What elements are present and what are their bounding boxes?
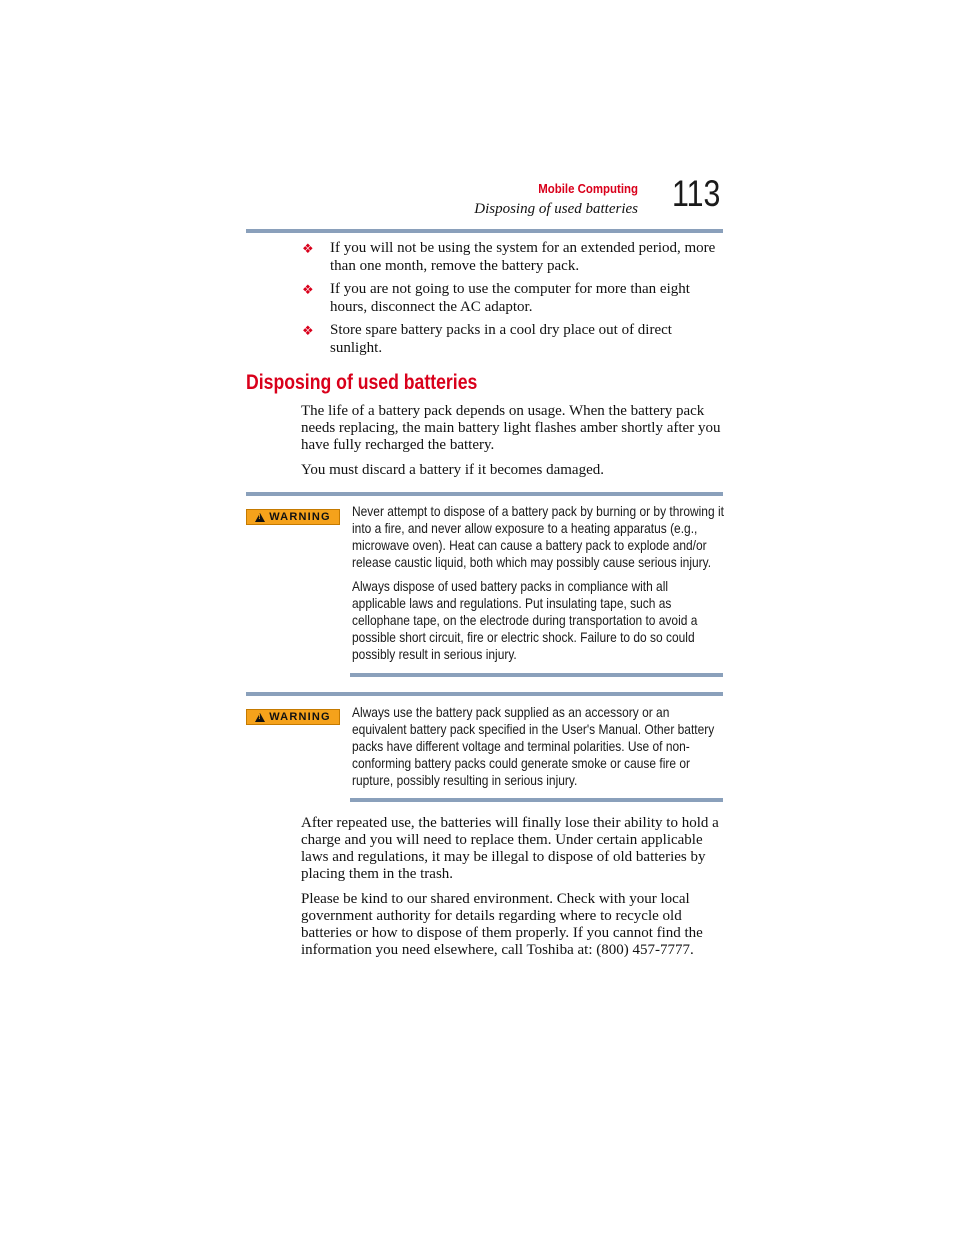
diamond-bullet-icon: ❖ (302, 282, 314, 297)
closing-paragraph: After repeated use, the batteries will finally lose their ability to hold a charge and you will need to replace them. Under certain applicable laws and regulations, it may be illegal to dispose of old batteries by placing them in the trash. (301, 815, 719, 882)
warning-top-rule (246, 492, 723, 496)
running-header-subsection: Disposing of used batteries (474, 201, 638, 217)
warning-badge (246, 709, 340, 725)
warning-badge (246, 509, 340, 525)
warning-bottom-rule (350, 798, 723, 802)
warning-triangle-icon: ! (255, 513, 265, 522)
warning-paragraph: Never attempt to dispose of a battery pack by burning or by throwing it into a fire, and never allow exposure to a heating apparatus (e.g., microwave oven). Heat can cause a battery pack to explode and/or release caustic liquid, both which may possibly cause serious injury. (352, 503, 724, 570)
intro-paragraph: The life of a battery pack depends on usage. When the battery pack needs replacing, the main battery light flashes amber shortly after you have fully recharged the battery. (301, 403, 721, 453)
bullet-item (300, 281, 725, 316)
bullet-item (300, 240, 725, 275)
warning-paragraph: Always use the battery pack supplied as an accessory or an equivalent battery pack specified in the User's Manual. Other battery packs have different voltage and terminal polarities. Use of non-conforming battery packs could generate smoke or cause fire or rupture, possibly resulting in serious injury. (352, 704, 715, 788)
warning-text (352, 503, 725, 670)
warning-label: WARNING (269, 711, 331, 723)
running-header-section: Mobile Computing (538, 181, 638, 196)
bullet-text: Store spare battery packs in a cool dry place out of direct sunlight. (330, 322, 672, 356)
section-heading: Disposing of used batteries (246, 371, 478, 394)
bullet-text: If you are not going to use the computer for more than eight hours, disconnect the AC adaptor. (330, 281, 690, 315)
warning-triangle-icon: ! (255, 713, 265, 722)
header-rule (246, 229, 723, 233)
bullet-item (300, 322, 725, 357)
page-number: 113 (672, 173, 721, 214)
diamond-bullet-icon: ❖ (302, 241, 314, 256)
closing-text (301, 815, 726, 967)
bullet-text: If you will not be using the system for an extended period, more than one month, remove the battery pack. (330, 240, 716, 274)
diamond-bullet-icon: ❖ (302, 323, 314, 338)
warning-top-rule (246, 692, 723, 696)
closing-paragraph: Please be kind to our shared environment. Check with your local government authority for details regarding where to recycle old batteries or how to dispose of them properly. If you cannot find the information you need elsewhere, call Toshiba at: (800) 457-7777. (301, 891, 703, 958)
warning-bottom-rule (350, 673, 723, 677)
warning-paragraph: Always dispose of used battery packs in compliance with all applicable laws and regulations. Put insulating tape, such as cellophane tape, on the electrode during transportation to avoid a possible short circuit, fire or electric shock. Failure to do so could possibly result in serious injury. (352, 578, 698, 662)
warning-text (352, 704, 725, 796)
intro-text (301, 403, 726, 487)
intro-paragraph: You must discard a battery if it becomes damaged. (301, 462, 604, 478)
warning-label: WARNING (269, 511, 331, 523)
bullet-list (300, 240, 725, 363)
